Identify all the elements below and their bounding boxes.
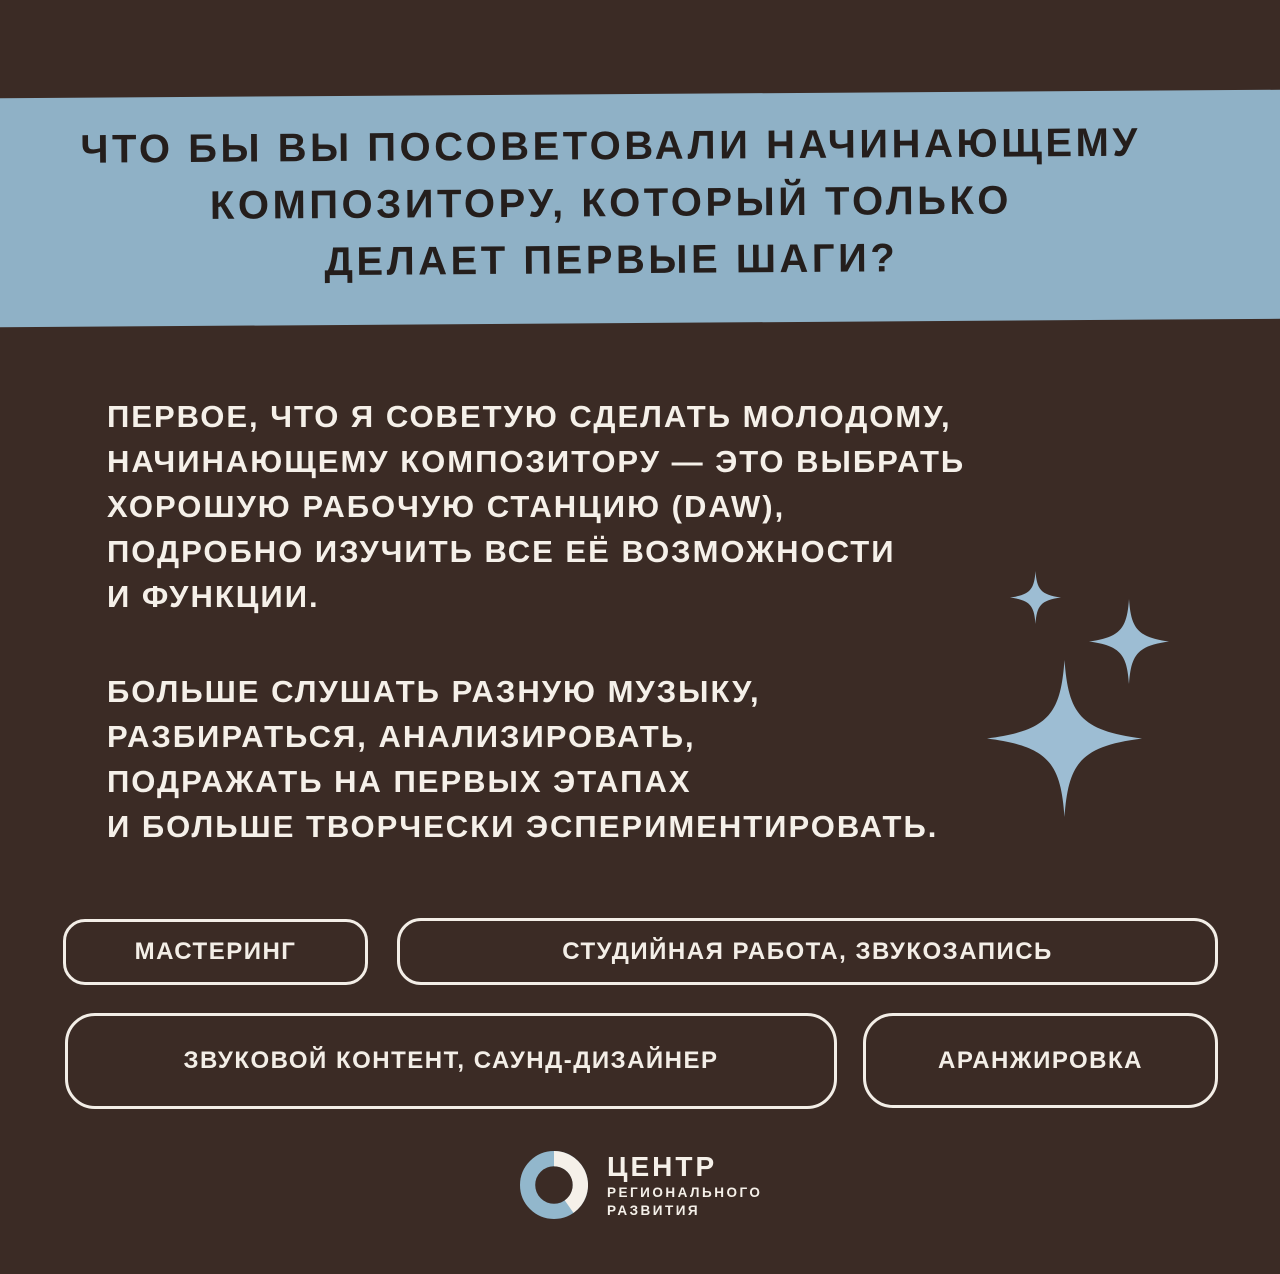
answer-line: И БОЛЬШЕ ТВОРЧЕСКИ ЭСПЕРИМЕНТИРОВАТЬ. [107, 809, 939, 844]
logo-subtitle-2: РАЗВИТИЯ [607, 1203, 701, 1218]
question-line-1: ЧТО БЫ ВЫ ПОСОВЕТОВАЛИ НАЧИНАЮЩЕМУ [80, 120, 1141, 172]
question-band [0, 90, 1280, 328]
logo-text-block [607, 1152, 762, 1219]
answer-line: ПОДРОБНО ИЗУЧИТЬ ВСЕ ЕЁ ВОЗМОЖНОСТИ [107, 534, 896, 569]
tag-label: СТУДИЙНАЯ РАБОТА, ЗВУКОЗАПИСЬ [562, 937, 1053, 965]
logo-subtitle-1: РЕГИОНАЛЬНОГО [607, 1185, 763, 1200]
answer-line: ПОДРАЖАТЬ НА ПЕРВЫХ ЭТАПАХ [107, 764, 692, 799]
answer-line: НАЧИНАЮЩЕМУ КОМПОЗИТОРУ — ЭТО ВЫБРАТЬ [107, 444, 966, 479]
answer-line: ПЕРВОЕ, ЧТО Я СОВЕТУЮ СДЕЛАТЬ МОЛОДОМУ, [107, 399, 952, 434]
tag-mastering[interactable] [63, 919, 368, 985]
answer-line: ХОРОШУЮ РАБОЧУЮ СТАНЦИЮ (DAW), [107, 489, 786, 524]
answer-paragraph-2 [107, 669, 938, 849]
answer-line: БОЛЬШЕ СЛУШАТЬ РАЗНУЮ МУЗЫКУ, [107, 674, 761, 709]
tag-label: АРАНЖИРОВКА [937, 1046, 1143, 1074]
logo-title: ЦЕНТР [607, 1151, 718, 1182]
tag-label: ЗВУКОВОЙ КОНТЕНТ, САУНД-ДИЗАЙНЕР [183, 1047, 719, 1074]
answer-line: РАЗБИРАТЬСЯ, АНАЛИЗИРОВАТЬ, [107, 719, 696, 754]
ring-logo-icon [520, 1151, 588, 1219]
question-line-2: КОМПОЗИТОРУ, КОТОРЫЙ ТОЛЬКО [209, 178, 1013, 228]
question-line-3: ДЕЛАЕТ ПЕРВЫЕ ШАГИ? [324, 236, 899, 285]
tag-sound-content-sound-designer[interactable] [65, 1013, 837, 1109]
tag-arrangement[interactable] [863, 1013, 1218, 1108]
tag-studio-work-recording[interactable] [397, 918, 1218, 985]
sparkle-small-icon [1010, 571, 1061, 624]
answer-line: И ФУНКЦИИ. [107, 579, 320, 614]
tag-label: МАСТЕРИНГ [134, 938, 297, 965]
sparkle-large-icon [987, 660, 1142, 817]
answer-paragraph-1 [107, 394, 965, 619]
